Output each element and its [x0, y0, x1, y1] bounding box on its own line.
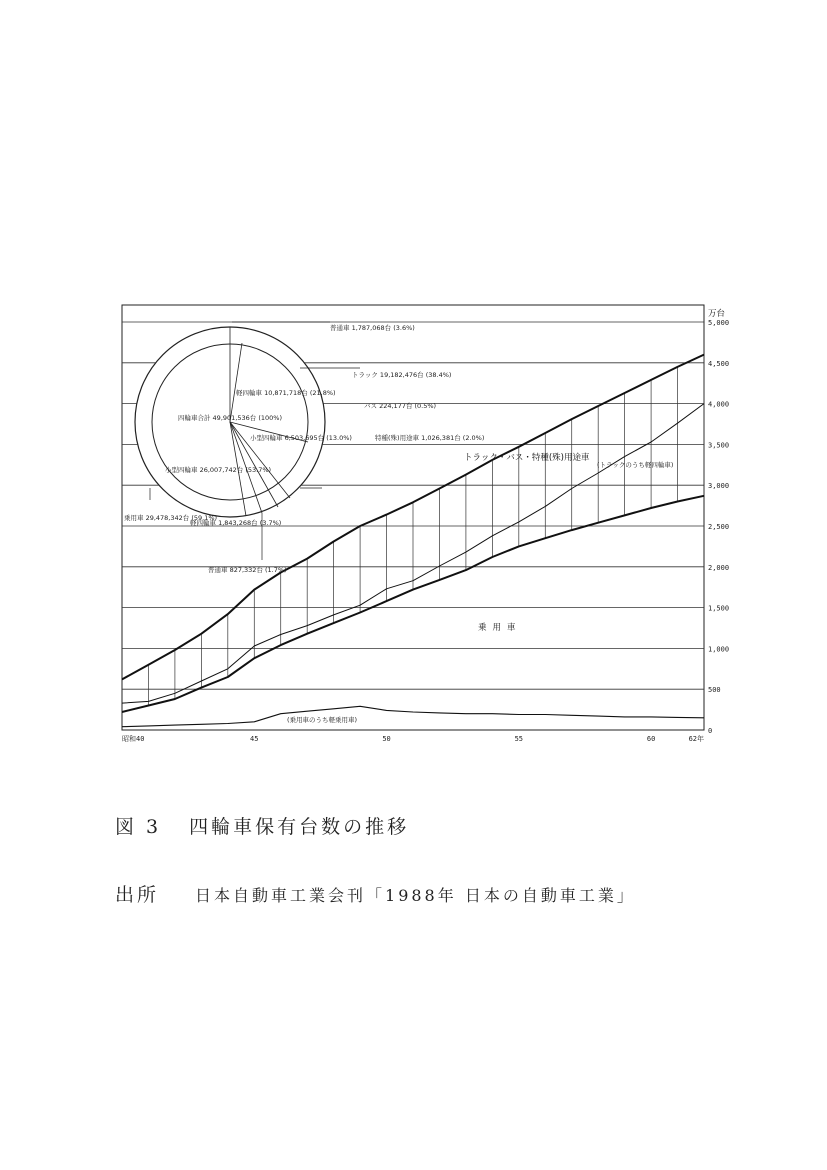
- source-label: 出所: [115, 884, 160, 906]
- area-label-light-passenger: (乗用車のうち軽乗用車): [287, 716, 358, 724]
- source-line: [115, 880, 636, 907]
- pie-label-outer: 軽四輪車 10,871,718台 (21.8%): [236, 389, 336, 397]
- x-tick-label: 50: [382, 735, 391, 743]
- pie-label-inner: バス 224,177台 (0.5%): [364, 402, 437, 410]
- area-label-light-truck: (トラックのうち軽四輪車): [597, 461, 674, 469]
- pie-label-inner: 普通車 1,787,068台 (3.6%): [330, 324, 415, 332]
- y-tick-label: 3,000: [708, 482, 730, 491]
- figure-caption: [115, 812, 409, 839]
- x-tick-label: 45: [250, 735, 259, 743]
- x-tick-label: 60: [646, 735, 656, 743]
- y-tick-label: 1,500: [708, 604, 730, 613]
- figure-title: 四輪車保有台数の推移: [189, 816, 410, 838]
- y-tick-label: 2,000: [708, 563, 730, 572]
- pie-label-inner: トラック 19,182,476台 (38.4%): [352, 371, 452, 379]
- y-unit-label: 万台: [708, 309, 726, 319]
- source-text: 日本自動車工業会刊「1988年 日本の自動車工業」: [195, 886, 636, 905]
- pie-label-inner: 乗用車 29,478,342台 (59.1%): [124, 514, 218, 522]
- y-tick-label: 5,000: [708, 319, 730, 327]
- y-tick-label: 4,500: [708, 359, 730, 368]
- y-tick-label: 4,000: [708, 400, 730, 409]
- y-tick-label: 3,500: [708, 441, 730, 450]
- pie-label-outer: 小型四輪車 26,007,742台 (53.7%): [165, 466, 272, 474]
- x-tick-label: 昭和40: [122, 735, 145, 743]
- series-line-light-passenger: [122, 706, 704, 726]
- y-tick-label: 1,000: [708, 645, 730, 654]
- area-label-truck-bus: トラック・バス・特種(殊)用途車: [464, 453, 590, 463]
- x-tick-label: 55: [514, 735, 524, 743]
- pie-label-inner: 特種(殊)用途車 1,026,381台 (2.0%): [375, 434, 485, 442]
- y-tick-label: 0: [708, 727, 713, 735]
- inset-pie: [124, 322, 484, 574]
- pie-label-outer: 小型四輪車 6,503,695台 (13.0%): [250, 434, 352, 442]
- y-tick-label: 2,500: [708, 523, 730, 531]
- pie-center-label: 四輪車合計 49,901,536台 (100%): [177, 414, 283, 422]
- area-label-passenger: 乗用車: [478, 623, 522, 633]
- y-tick-label: 500: [708, 686, 721, 695]
- pie-label-outer: 普通車 827,332台 (1.7%): [208, 566, 287, 574]
- pie-label-outer: 軽四輪車 1,843,268台 (3.7%): [190, 519, 282, 527]
- x-tick-label: 62年: [688, 735, 704, 743]
- figure-number: 図 3: [115, 816, 162, 838]
